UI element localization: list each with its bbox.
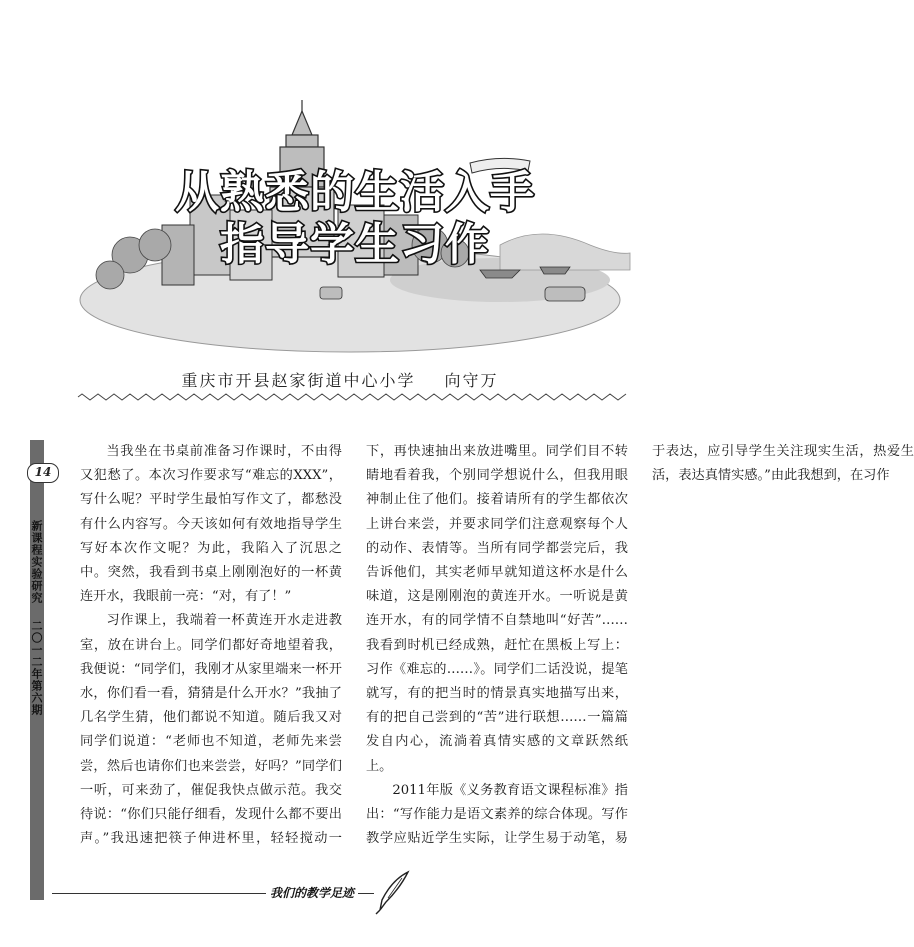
issue-label: 二〇一二年第六期 xyxy=(30,620,43,716)
paragraph-1: 当我坐在书桌前准备习作课时，不由得又犯愁了。本次习作要求写“难忘的XXX”，写什么呢？平时学生最怕写作文了，都愁没有什么内容写。今天该如何有效地指导学生写好本次作文呢？为此，我陷入了沉思之中。突然，我看到书桌上刚刚泡好的一杯黄连开水，我眼前一亮：“对，有了！” xyxy=(80,444,342,605)
author-name: 向守万 xyxy=(444,371,499,390)
page-number: 14 xyxy=(27,463,59,483)
paragraph-3: 2011年版《义务教育语文课程标准》指出：“写作能力是语文素养的综合体现。写作教学应贴近学生实际，让学生易于动笔，易于表达，应引导学生关注现实生活，热爱生活，表达真情实感。”由此我想到，在习作 xyxy=(366,444,914,847)
paragraph-2: 习作课上，我端着一杯黄连开水走进教室，放在讲台上。同学们都好奇地望着我，我便说：“同学们，我刚才从家里端来一杯开水，你们看一看，猜猜是什么开水？”我抽了几名学生猜，他们都说不知道。随后我又对同学们说道：“老师也不知道，老师先来尝尝，然后也请你们也来尝尝，好吗？”同学们一听，可来劲了，催促我快点做示范。我交待说：“你们只能仔细看，发现什么都不要出声。”我迅速把筷子伸进杯里，轻轻搅动一下，再快速抽出来放进嘴里。同学们目不转睛地看着我，个别同学想说什么，但我用眼神制止住了他们。接着请所有的学生都依次上讲台来尝，并要求同学们注意观察每个人的动作、表情等。当所有同学都尝完后，我告诉他们，其实老师早就知道这杯水是什么味道，这是刚刚泡的黄连开水。一听说是黄连开水，有的同学情不自禁地叫“好苦”……我看到时机已经成熟，赶忙在黑板上写上：习作《难忘的……》。同学们二话没说，提笔就写，有的把当时的情景真实地描写出来，有的把自己尝到的“苦”进行联想……一篇篇发自内心，流淌着真情实感的文章跃然纸上。 xyxy=(80,444,628,847)
article-title-line1: 从熟悉的生活入手 xyxy=(175,167,535,218)
article-body xyxy=(80,440,914,870)
byline xyxy=(0,368,680,391)
article-title-line2: 指导学生习作 xyxy=(220,219,490,270)
author-school: 重庆市开县赵家街道中心小学 xyxy=(181,371,416,390)
wave-divider xyxy=(78,392,626,402)
header-illustration xyxy=(70,95,630,355)
quill-pen-icon xyxy=(372,870,412,916)
footer-column-label: 我们的教学足迹 xyxy=(266,884,358,901)
journal-name: 新课程实验研究 xyxy=(30,520,43,604)
